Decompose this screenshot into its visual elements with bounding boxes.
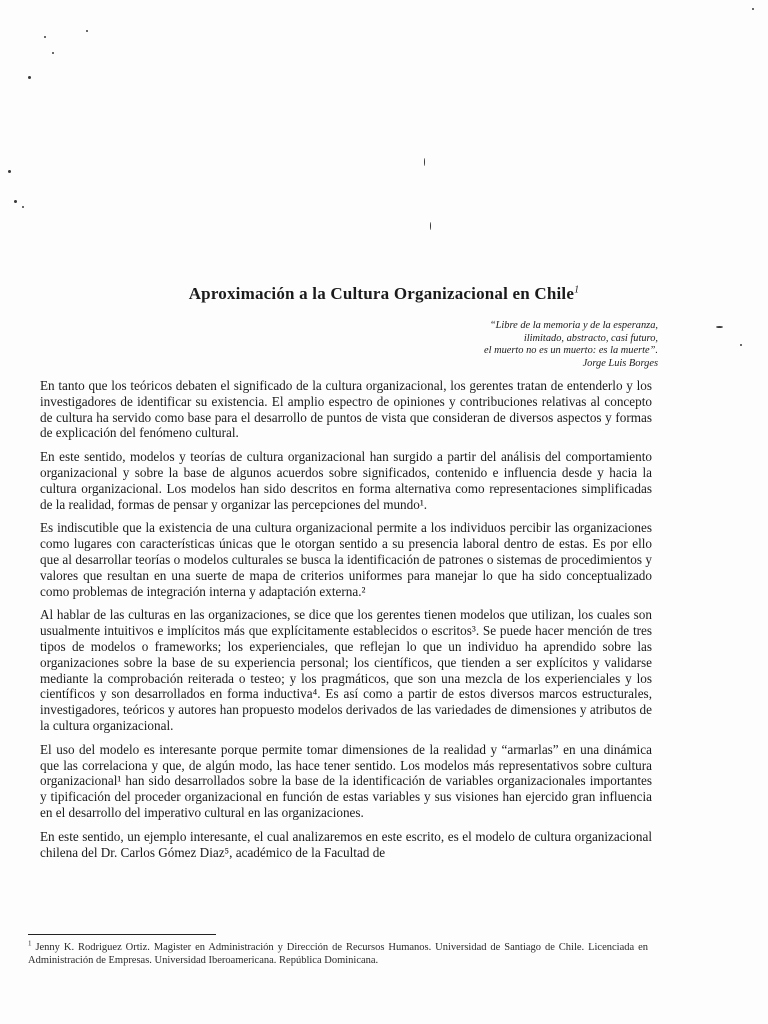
scan-speck	[52, 52, 54, 54]
epigraph-line: ilimitado, abstracto, casi futuro,	[523, 332, 658, 344]
footnote	[28, 941, 648, 967]
paragraph: En este sentido, modelos y teorías de cultura organizacional han surgido a partir del análisis del comportamiento organizacional y sobre la base de algunos acuerdos sobre significados, contenido e influencia desde y hacia la cultura organizacional. Los modelos han sido descritos en forma alternativa como representaciones simplificadas de la realidad, formas de pensar y organizar las percepciones del mundo¹.	[40, 449, 652, 512]
scan-speck	[8, 170, 11, 173]
paragraph: El uso del modelo es interesante porque permite tomar dimensiones de la realidad y “armarlas” en una dinámica que las correlaciona y que, de algún modo, las hace tener sentido. Los modelos más representativos sobre cultura organizacional¹ han sido desarrollados sobre la base de la identificación de variables organizacionales importantes y tipificación del proceder organizacional en función de estas variables y sus visiones han ejercido gran influencia en el desarrollo del imperativo cultural en las organizaciones.	[40, 741, 652, 820]
title-footnote-mark: 1	[574, 284, 580, 296]
document-title: Aproximación a la Cultura Organizacional en Chile$^1$	[188, 284, 580, 303]
footnote-text: Jenny K. Rodriguez Ortiz. Magister en Administración y Dirección de Recursos Humanos. Universidad de Santiago de Chile. Licenciada en Administración de Empresas. Universidad Iberoamericana. República Dominicana.	[28, 942, 648, 966]
scan-speck	[22, 206, 24, 208]
paragraph: En tanto que los teóricos debaten el significado de la cultura organizacional, los gerentes tratan de entenderlo y los investigadores de identificar su existencia. El amplio espectro de opiniones y contribuciones relativas al concepto de cultura ha servido como base para el desarrollo de puntos de vista que consideran de diversos aspectos y formas de explicación del fenómeno cultural.	[40, 378, 652, 441]
body-text	[40, 378, 652, 868]
scan-speck	[430, 222, 431, 230]
paragraph: Al hablar de las culturas en las organizaciones, se dice que los gerentes tienen modelos que utilizan, los cuales son usualmente intuitivos e implícitos más que explícitamente establecidos o escritos³. Se puede hacer mención de tres tipos de modelos o frameworks; los experienciales, que reflejan lo que un individuo ha aprendido sobre las organizaciones sobre la base de su experiencia personal; los científicos, que tienden a ser explícitos y validarse mediante la comprobación reiterada o testeo; y los pragmáticos, que son una mezcla de los experienciales y los científicos y son desarrollados en forma inductiva⁴. Es así como a partir de estos diversos marcos estructurales, investigadores, teóricos y autores han propuesto modelos derivados de las variedades de dimensiones y atributos de la cultura organizacional.	[40, 607, 652, 733]
footnote-mark: 1	[28, 939, 32, 948]
scan-speck	[424, 158, 425, 166]
epigraph-line: el muerto no es un muerto: es la muerte”.	[483, 345, 658, 356]
scan-speck	[86, 30, 88, 32]
paragraph: En este sentido, un ejemplo interesante, el cual analizaremos en este escrito, es el modelo de cultura organizacional chilena del Dr. Carlos Gómez Diaz⁵, académico de la Facultad de	[40, 828, 652, 860]
scan-speck	[44, 36, 46, 38]
scan-speck	[716, 326, 723, 328]
scan-speck	[740, 344, 742, 346]
epigraph-line: “Libre de la memoria y de la esperanza,	[489, 320, 658, 331]
epigraph	[484, 320, 658, 370]
epigraph-author: Jorge Luis Borges	[582, 357, 658, 369]
scan-speck	[752, 8, 754, 10]
paragraph: Es indiscutible que la existencia de una cultura organizacional permite a los individuos percibir las organizaciones como lugares con características únicas que le otorgan sentido a su presencia laboral dentro de estas. Es por ello que al desarrollar teorías o modelos culturales se busca la identificación de patrones o sistemas de procedimientos y valores que resultan en una suerte de mapa de criterios uniformes para manejar lo que ha sido conceptualizado como problemas de integración interna y adaptación externa.²	[40, 520, 652, 599]
scan-speck	[28, 76, 31, 79]
footnote-divider	[28, 934, 216, 935]
scan-speck	[14, 200, 17, 203]
